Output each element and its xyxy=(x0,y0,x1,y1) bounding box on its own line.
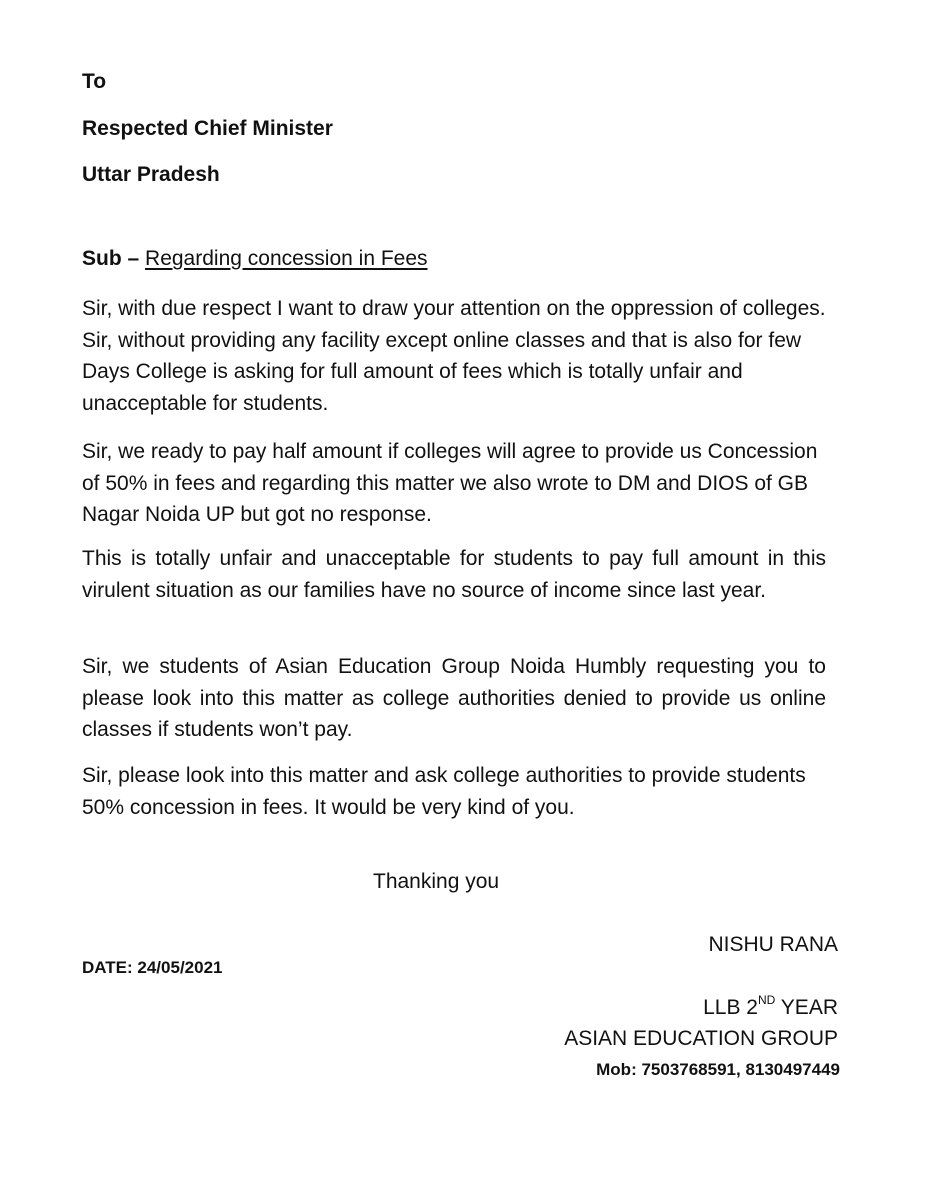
body-paragraph-1: Sir, with due respect I want to draw your attention on the oppression of colleges. Sir, without providing any facility except online classes and that is also for few Days College is asking for full amount of fees which is totally unfair and unacceptable for students. xyxy=(82,297,826,415)
course-prefix: LLB 2 xyxy=(703,996,758,1019)
subject-label: Sub – xyxy=(82,247,140,270)
recipient-to: To xyxy=(82,70,107,93)
body-paragraph-5: Sir, please look into this matter and ask college authorities to provide students 50% concession in fees. It would be very kind of you. xyxy=(82,764,806,819)
signatory-course xyxy=(703,994,838,1022)
signatory-mobile: Mob: 7503768591, 8130497449 xyxy=(596,1060,840,1079)
subject-line xyxy=(82,246,428,272)
signatory-organization: ASIAN EDUCATION GROUP xyxy=(564,1027,838,1050)
body-paragraph-2: Sir, we ready to pay half amount if colleges will agree to provide us Concession of 50% in fees and regarding this matter we also wrote to DM and DIOS of GB Nagar Noida UP but got no response. xyxy=(82,440,818,526)
closing-text: Thanking you xyxy=(373,870,500,893)
letter-date: DATE: 24/05/2021 xyxy=(82,958,223,977)
subject-text: Regarding concession in Fees xyxy=(145,247,428,270)
course-ordinal-suffix: ND xyxy=(758,993,776,1007)
body-paragraph-3: This is totally unfair and unacceptable for students to pay full amount in this virulent situation as our families have no source of income since last year. xyxy=(82,547,826,602)
recipient-title: Respected Chief Minister xyxy=(82,117,333,140)
signatory-name: NISHU RANA xyxy=(708,933,838,956)
recipient-state: Uttar Pradesh xyxy=(82,163,220,186)
body-paragraph-4: Sir, we students of Asian Education Group Noida Humbly requesting you to please look into this matter as college authorities denied to provide us online classes if students won’t pay. xyxy=(82,655,826,741)
course-suffix: YEAR xyxy=(775,996,838,1019)
